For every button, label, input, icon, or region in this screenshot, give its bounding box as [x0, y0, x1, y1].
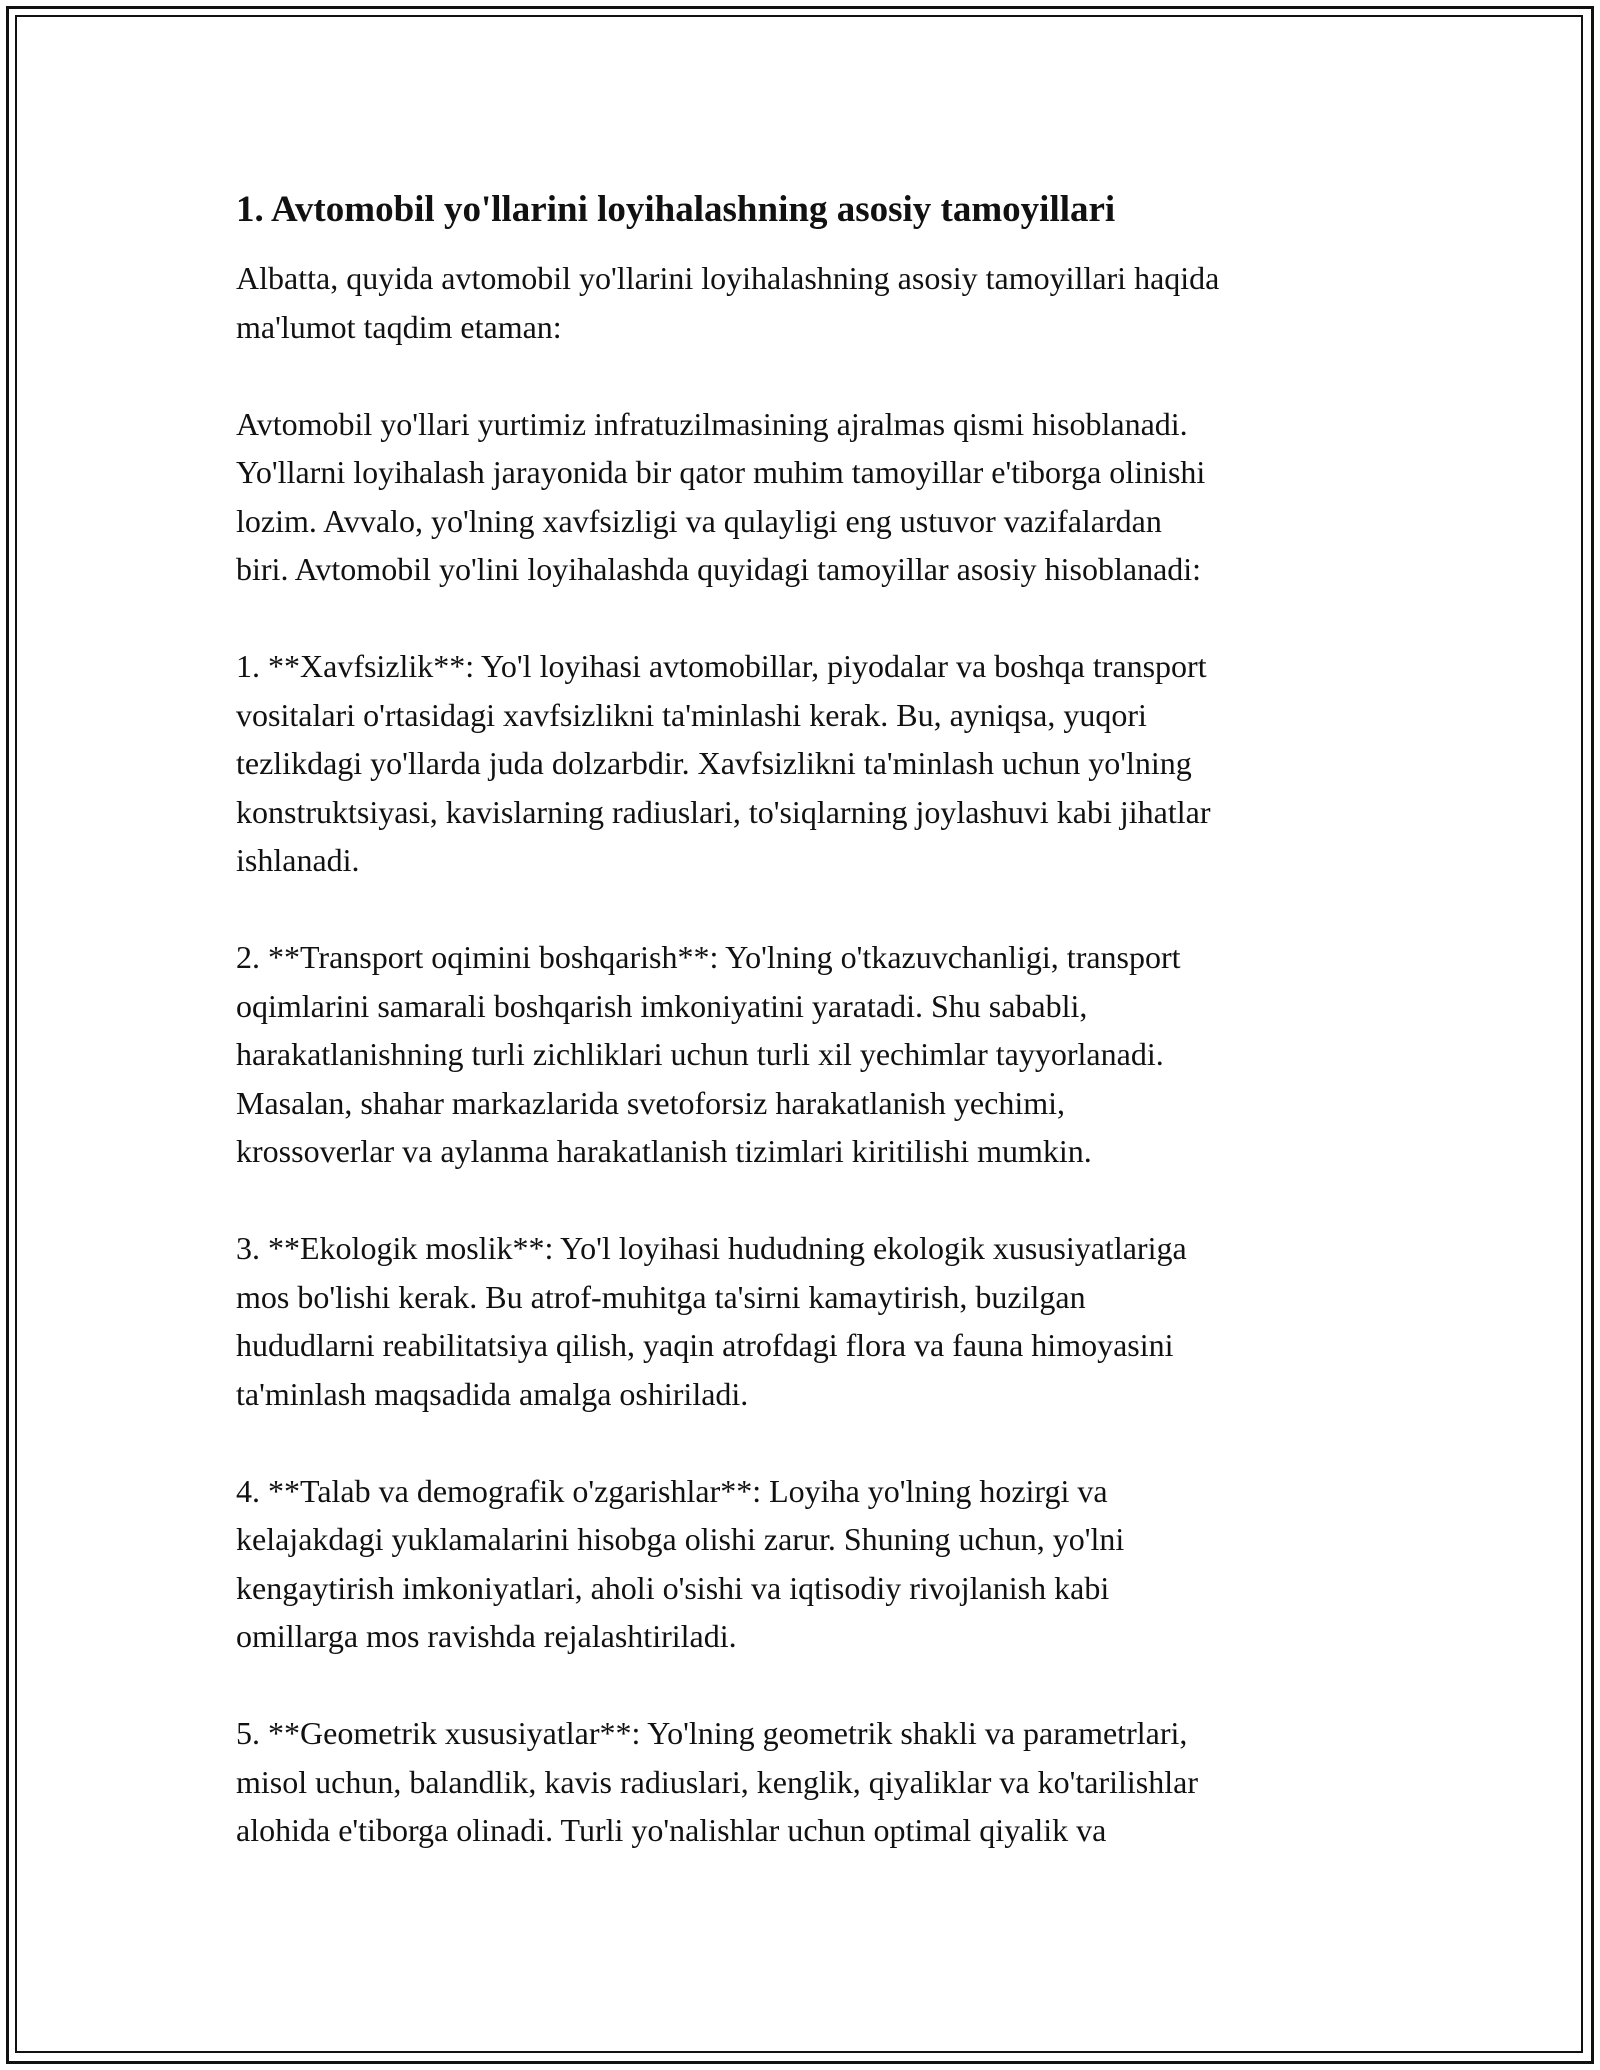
paragraph-line: Masalan, shahar markazlarida svetoforsiz harakatlanish yechimi, — [236, 1084, 1065, 1121]
document-body — [236, 186, 1396, 1855]
paragraph-line: kelajakdagi yuklamalarini hisobga olishi zarur. Shuning uchun, yo'lni — [236, 1521, 1125, 1557]
paragraph — [236, 642, 1396, 885]
paragraph-line: hududlarni reabilitatsiya qilish, yaqin atrofdagi flora va fauna himoyasini — [236, 1327, 1174, 1363]
paragraph-line: ishlanadi. — [236, 842, 360, 878]
paragraph-line: 1. **Xavfsizlik**: Yo'l loyihasi avtomobillar, piyodalar va boshqa transport — [236, 648, 1207, 684]
paragraph-line: lozim. Avvalo, yo'lning xavfsizligi va qulayligi eng ustuvor vazifalardan — [236, 502, 1162, 539]
paragraph-line: biri. Avtomobil yo'lini loyihalashda quyidagi tamoyillar asosiy hisoblanadi: — [236, 551, 1202, 587]
paragraph — [236, 1224, 1396, 1418]
paragraph-line: ma'lumot taqdim etaman: — [236, 308, 562, 345]
paragraph-line: harakatlanishning turli zichliklari uchun turli xil yechimlar tayyorlanadi. — [236, 1036, 1164, 1072]
paragraph-line: 3. **Ekologik moslik**: Yo'l loyihasi hududning ekologik xususiyatlariga — [236, 1230, 1187, 1266]
paragraph-line: omillarga mos ravishda rejalashtiriladi. — [236, 1618, 737, 1654]
paragraph-line: misol uchun, balandlik, kavis radiuslari, kenglik, qiyaliklar va ko'tarilishlar — [236, 1763, 1198, 1800]
paragraph-line: 2. **Transport oqimini boshqarish**: Yo'lning o'tkazuvchanligi, transport — [236, 939, 1181, 975]
paragraph-line: Avtomobil yo'llari yurtimiz infratuzilmasining ajralmas qismi hisoblanadi. — [236, 405, 1188, 442]
paragraph — [236, 254, 1396, 351]
paragraph-line: 5. **Geometrik xususiyatlar**: Yo'lning geometrik shakli va parametrlari, — [236, 1715, 1188, 1751]
paragraph-line: Albatta, quyida avtomobil yo'llarini loyihalashning asosiy tamoyillari haqida — [236, 260, 1220, 296]
paragraph-line: tezlikdagi yo'llarda juda dolzarbdir. Xavfsizlikni ta'minlash uchun yo'lning — [236, 745, 1192, 781]
paragraph — [236, 400, 1396, 594]
paragraph-line: alohida e'tiborga olinadi. Turli yo'nalishlar uchun optimal qiyalik va — [236, 1812, 1107, 1848]
paragraph — [236, 1709, 1396, 1855]
paragraph-line: vositalari o'rtasidagi xavfsizlikni ta'minlashi kerak. Bu, ayniqsa, yuqori — [236, 696, 1147, 733]
paragraph-line: oqimlarini samarali boshqarish imkoniyatini yaratadi. Shu sababli, — [236, 987, 1088, 1024]
paragraph-line: 4. **Talab va demografik o'zgarishlar**: Loyiha yo'lning hozirgi va — [236, 1472, 1108, 1509]
paragraph — [236, 1467, 1396, 1661]
document-title: 1. Avtomobil yo'llarini loyihalashning asosiy tamoyillari — [236, 189, 1116, 230]
paragraph — [236, 933, 1396, 1176]
paragraph-line: kengaytirish imkoniyatlari, aholi o'sishi va iqtisodiy rivojlanish kabi — [236, 1569, 1110, 1606]
paragraph-line: konstruktsiyasi, kavislarning radiuslari, to'siqlarning joylashuvi kabi jihatlar — [236, 793, 1211, 830]
paragraph-list — [236, 254, 1396, 1855]
paragraph-line: ta'minlash maqsadida amalga oshiriladi. — [236, 1375, 749, 1412]
paragraph-line: Yo'llarni loyihalash jarayonida bir qator muhim tamoyillar e'tiborga olinishi — [236, 454, 1206, 490]
paragraph-line: mos bo'lishi kerak. Bu atrof-muhitga ta'sirni kamaytirish, buzilgan — [236, 1278, 1086, 1315]
paragraph-line: krossoverlar va aylanma harakatlanish tizimlari kiritilishi mumkin. — [236, 1133, 1092, 1169]
